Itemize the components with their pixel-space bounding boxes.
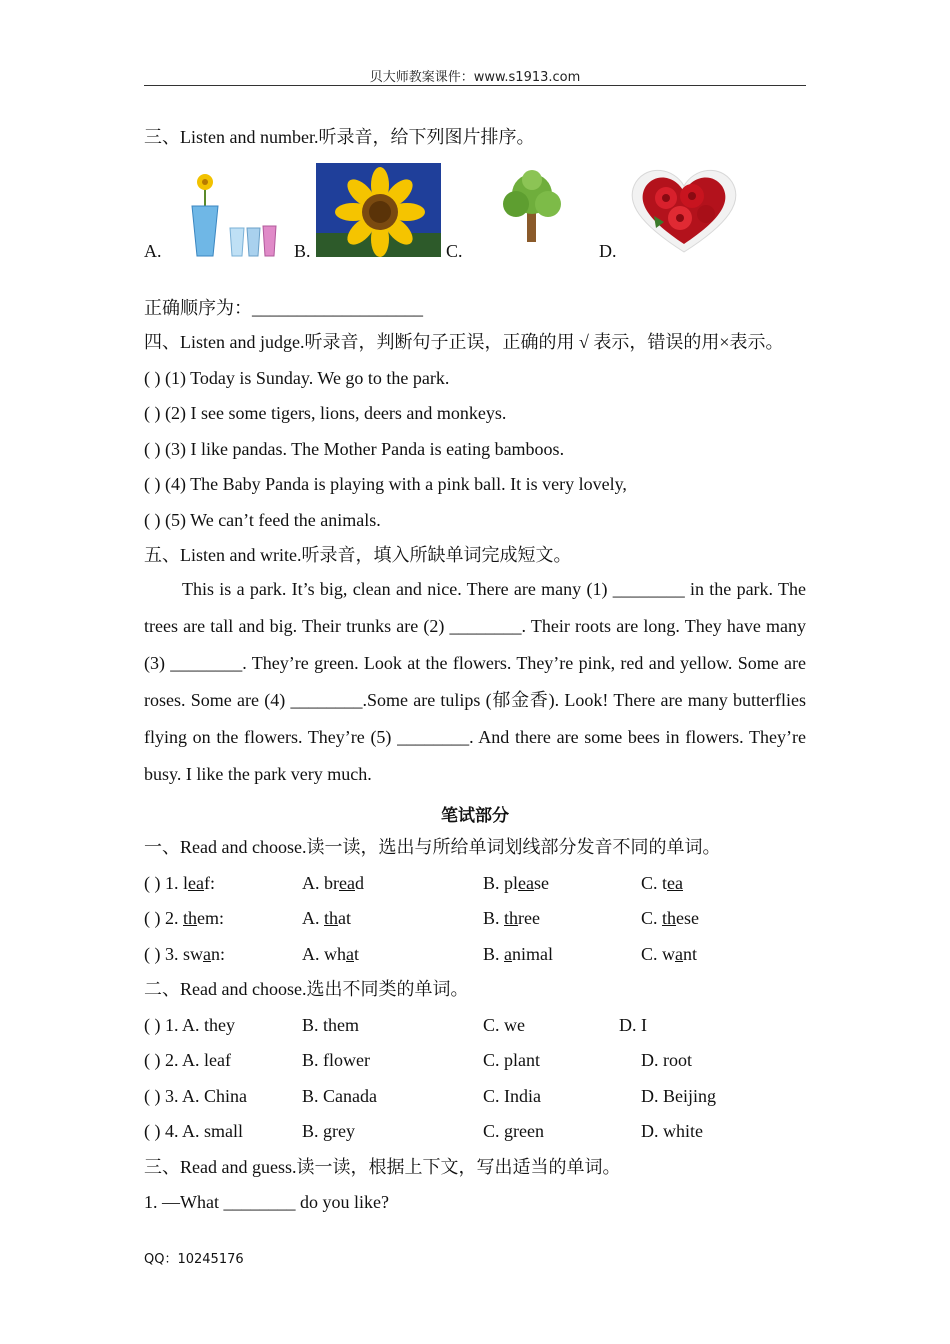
sound-option: C. want [641, 944, 698, 964]
judge-item: ( ) (3) I like pandas. The Mother Panda is eating bamboos. [144, 439, 565, 459]
category-option: B. grey [302, 1121, 355, 1141]
picture-label-b: B. [294, 241, 311, 261]
sound-option: B. three [483, 908, 541, 928]
judge-item: ( ) (1) Today is Sunday. We go to the park. [144, 368, 450, 388]
underlined-letters: a [675, 944, 684, 964]
sound-question-word: ( ) 3. swan: [144, 944, 226, 964]
roses-heart-image [620, 162, 748, 256]
underlined-letters: a [346, 944, 354, 964]
listen-write-passage: This is a park. It’s big, clean and nice. There are many (1) ________ in the park. The trees are tall and big. Their trunks are (2) ________. Their roots are long. They have many (3) ________. They’re green. Look at the flowers. They’re pink, red and yellow. Some are roses. Some are (4) ________.Some are tulips (郁金香). Look! There are many butterflies flying on the flowers. They’re (5) ________. And there are some bees in flowers. They’re busy. I like the park very much. [144, 579, 806, 784]
underlined-letters: ea [339, 873, 355, 893]
sound-option: C. tea [641, 873, 683, 893]
underlined-letters: a [504, 944, 513, 964]
category-option: D. I [619, 1015, 647, 1035]
sound-option: A. what [302, 944, 360, 964]
guess-question-1: 1. —What ________ do you like? [144, 1192, 389, 1212]
tree-image [496, 170, 568, 244]
read-guess-title: 三、Read and guess.读一读，根据上下文，写出适当的单词。 [144, 1157, 621, 1177]
underlined-letters: th [662, 908, 677, 928]
listen-write-title: 五、Listen and write.听录音，填入所缺单词完成短文。 [144, 545, 572, 565]
sound-option: B. please [483, 873, 549, 893]
sound-option: A. bread [302, 873, 364, 893]
category-option: C. India [483, 1086, 541, 1106]
category-option: B. them [302, 1015, 359, 1035]
listen-number-title: 三、Listen and number.听录音，给下列图片排序。 [144, 127, 535, 147]
sound-option: A. that [302, 908, 352, 928]
category-option: D. Beijing [641, 1086, 716, 1106]
sunflower-image [316, 163, 441, 257]
underlined-letters: ea [188, 873, 204, 893]
page-header: 贝大师教案课件：www.s1913.com [369, 70, 581, 85]
judge-item: ( ) (2) I see some tigers, lions, deers and monkeys. [144, 403, 507, 423]
underlined-letters: th [504, 908, 519, 928]
read-choose-sound-title: 一、Read and choose.读一读，选出与所给单词划线部分发音不同的单词。 [144, 837, 721, 857]
category-question: ( ) 2. A. leaf [144, 1050, 231, 1070]
underlined-letters: th [183, 908, 198, 928]
header-divider [144, 85, 806, 86]
category-option: C. plant [483, 1050, 540, 1070]
category-option: B. flower [302, 1050, 370, 1070]
listen-judge-title: 四、Listen and judge.听录音，判断句子正误，正确的用 √ 表示，错误的用×表示。 [144, 332, 784, 352]
sound-question-word: ( ) 2. them: [144, 908, 225, 928]
category-question: ( ) 3. A. China [144, 1086, 247, 1106]
written-part-title: 笔试部分 [441, 806, 509, 826]
underlined-letters: ea [518, 873, 534, 893]
page-footer: QQ：10245176 [144, 1252, 244, 1267]
underlined-letters: ea [667, 873, 683, 893]
sound-option: B. animal [483, 944, 554, 964]
picture-label-c: C. [446, 241, 463, 261]
judge-item: ( ) (5) We can’t feed the animals. [144, 510, 381, 530]
vases-image [180, 168, 280, 258]
order-answer-line: 正确顺序为：___________________ [144, 298, 423, 318]
picture-label-d: D. [599, 241, 617, 261]
category-option: C. we [483, 1015, 525, 1035]
sound-question-word: ( ) 1. leaf: [144, 873, 215, 893]
picture-label-a: A. [144, 241, 162, 261]
category-option: C. green [483, 1121, 544, 1141]
category-question: ( ) 4. A. small [144, 1121, 243, 1141]
underlined-letters: th [324, 908, 339, 928]
judge-item: ( ) (4) The Baby Panda is playing with a pink ball. It is very lovely, [144, 474, 627, 494]
category-option: D. white [641, 1121, 703, 1141]
category-option: B. Canada [302, 1086, 377, 1106]
underlined-letters: a [203, 944, 211, 964]
sound-option: C. these [641, 908, 700, 928]
read-choose-category-title: 二、Read and choose.选出不同类的单词。 [144, 979, 469, 999]
category-question: ( ) 1. A. they [144, 1015, 235, 1035]
category-option: D. root [641, 1050, 692, 1070]
